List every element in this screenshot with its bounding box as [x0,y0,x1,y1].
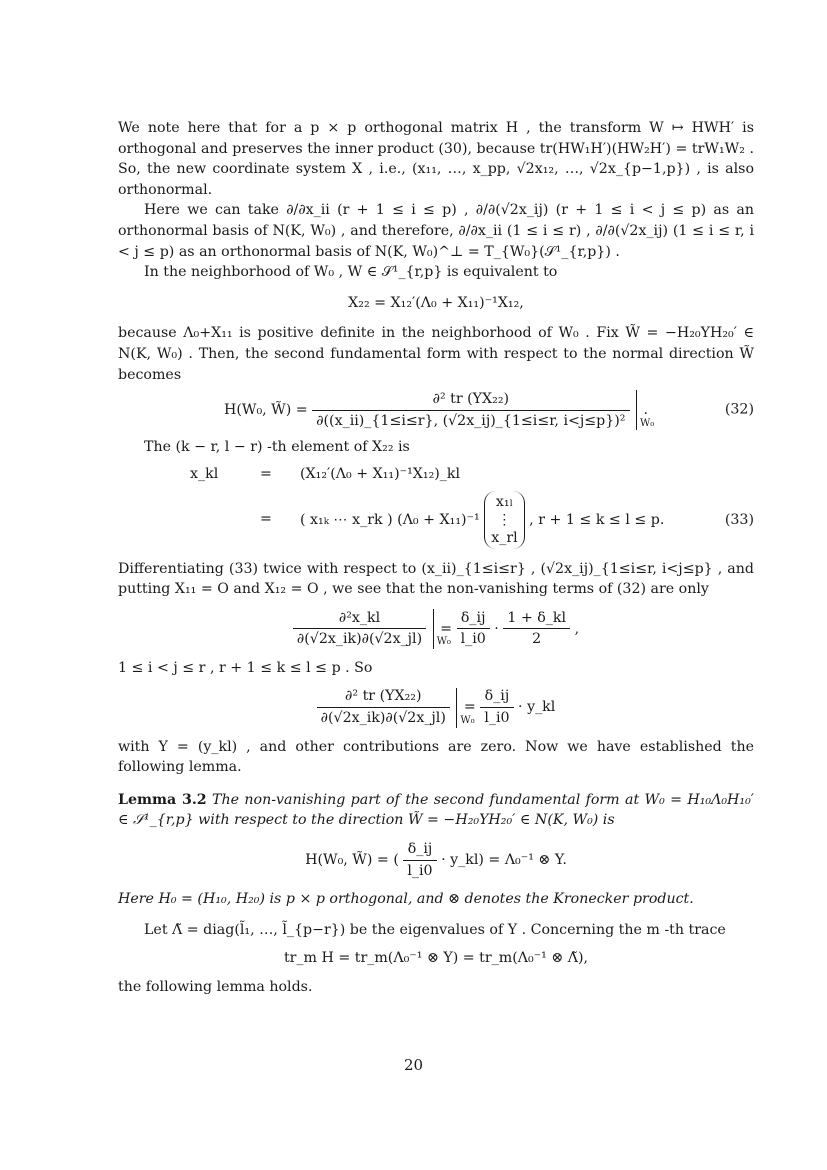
eq-lemma-fraction [403,839,436,881]
eq-d2x-half-den: 2 [532,631,542,648]
eq-lemma-lhs: H(W₀, W̃) = ( [305,852,399,869]
equation-mth-trace [118,948,754,969]
eq-d2x-eval-point: W₀ [436,636,451,648]
eq33-range: , r + 1 ≤ k ≤ l ≤ p. [529,511,665,528]
eq-d2tr-delta-den: l_i0 [484,710,510,727]
paragraph-contributions-zero: with Y = (y_kl) , and other contributions are zero. Now we have established the following lemma. [118,738,754,776]
eq-d2x-numerator: ∂²x_kl [293,608,426,630]
page-number: 20 [403,1056,424,1074]
equation-32 [118,389,754,431]
eq-d2x-delta-fraction [457,608,490,650]
eq33-rhs-line1: (X₁₂′(Λ₀ + X₁₁)⁻¹X₁₂)_kl [300,465,461,482]
equation-second-derivative-x [118,608,754,650]
eq33-equals-1: = [260,465,272,482]
eq32-numerator: ∂² tr (YX₂₂) [312,389,629,411]
eq-d2x-equals: = [440,620,453,637]
eq32-eval-point: W₀ [640,417,655,429]
equation-number-32: (32) [724,401,754,418]
eq33-row-vector: ( x₁ₖ ⋯ x_rk ) [300,511,393,528]
eq-d2x-half-num: 1 + δ_kl [503,608,570,630]
equation-lemma-form [118,839,754,881]
lemma-title: Lemma 3.2 [118,791,207,808]
eq-d2x-tail: , [574,620,580,637]
eq-d2x-evaluation-bar [433,609,451,649]
paragraph-following-lemma: the following lemma holds. [118,979,313,995]
eq-d2tr-numerator: ∂² tr (YX₂₂) [317,686,450,708]
paragraph-orthogonal-transform: We note here that for a p × p orthogonal matrix H , the transform W ↦ HWH′ is orthogonal and preserves the inner product (30), because tr(HW₁H′)(HW₂H′) = trW₁W₂ . So, the new coordinate system X , i.e., (x₁₁, …, x_pp, √2x₁₂, …, √2x_{p−1,p}) , is also orthonormal. [118,120,754,198]
paragraph-neighborhood: In the neighborhood of W₀ , W ∈ 𝒮¹_{r,p} is equivalent to [144,264,558,281]
paragraph-kronecker: Here H₀ = (H₁₀, H₂₀) is p × p orthogonal, and ⊗ denotes the Kronecker product. [118,891,694,908]
paragraph-orthonormal-basis: Here we can take ∂/∂x_ii (r + 1 ≤ i ≤ p) , ∂/∂(√2x_ij) (r + 1 ≤ i < j ≤ p) as an orthonormal basis of N(K, W₀) , and therefore, ∂/∂x_ii (1 ≤ i ≤ r) , ∂/∂(√2x_ij) (1 ≤ i ≤ r, i < j ≤ p) as an orthonormal basis of N(K, W₀)^⊥ = T_{W₀}(𝒮¹_{r,p}) . [118,202,754,260]
equation-number-33: (33) [724,511,754,528]
eq33-column-vector [484,491,524,549]
eq-d2tr-delta-num: δ_ij [480,686,513,708]
equation-x22-text: X₂₂ = X₁₂′(Λ₀ + X₁₁)⁻¹X₁₂, [348,294,524,311]
eq-d2tr-fraction [317,686,450,728]
eq-d2x-dot: · [494,620,499,637]
eq32-denominator: ∂((x_ii)_{1≤i≤r}, (√2x_ij)_{1≤i≤r, i<j≤p})² [316,412,626,429]
lemma-statement: The non-vanishing part of the second fundamental form at W₀ = H₁₀Λ₀H₁₀′ ∈ 𝒮¹_{r,p} with respect to the direction W̃ = −H₂₀YH₂₀′ ∈ N(K, W₀) is [118,791,755,829]
paragraph-element-of-x22: The (k − r, l − r) -th element of X₂₂ is [144,439,410,456]
eq-d2tr-equals: = [463,699,476,716]
eq-d2x-delta-num: δ_ij [457,608,490,630]
eq-d2tr-eval-point: W₀ [460,714,475,726]
equation-second-derivative-trace [118,686,754,728]
eq33-equals-2: = [260,511,272,528]
lemma-3-2 [118,790,754,831]
eq-lemma-den: l_i0 [407,862,433,879]
equation-x22 [118,293,754,314]
eq33-lhs: x_kl [190,465,219,482]
eq-trace-text: tr_m H = tr_m(Λ₀⁻¹ ⊗ Y) = tr_m(Λ₀⁻¹ ⊗ Λ̃), [283,950,589,967]
eq32-tail: . [643,402,649,419]
eq33-col-bot: x_rl [491,529,518,546]
paragraph-differentiating: Differentiating (33) twice with respect to (x_ii)_{1≤i≤r} , (√2x_ij)_{1≤i≤r, i<j≤p} , and putting X₁₁ = O and X₁₂ = O , we see that the non-vanishing terms of (32) are only [118,560,754,598]
paragraph-positive-definite: because Λ₀+X₁₁ is positive definite in the neighborhood of W₀ . Fix W̃ = −H₂₀YH₂₀′ ∈ N(K, W₀) . Then, the second fundamental form with respect to the normal direction W̃ becomes [118,325,754,383]
eq33-rhs-line2 [300,491,754,549]
eq-d2x-half-fraction [503,608,570,650]
eq-d2x-fraction [293,608,426,650]
eq32-lhs: H(W₀, W̃) = [223,402,313,419]
eq33-col-top: x₁ₗ [495,493,514,510]
eq33-col-mid: ⋮ [497,511,512,528]
equation-33 [190,464,754,549]
eq-d2tr-delta-fraction [480,686,513,728]
eq32-fraction [312,389,629,431]
paper-page [118,118,754,998]
eq-d2tr-tail: · y_kl [518,699,556,716]
paragraph-eigenvalues: Let Λ̃ = diag(l̃₁, …, l̃_{p−r}) be the eigenvalues of Y . Concerning the m -th trace [144,921,726,938]
eq-d2tr-denominator: ∂(√2x_ik)∂(√2x_jl) [320,710,446,727]
eq-lemma-rhs: · y_kl) = Λ₀⁻¹ ⊗ Y. [441,852,567,869]
eq-d2x-denominator: ∂(√2x_ik)∂(√2x_jl) [296,631,423,648]
paragraph-index-ranges: 1 ≤ i < j ≤ r , r + 1 ≤ k ≤ l ≤ p . So [118,659,373,676]
equation-33-grid [190,464,754,549]
eq-d2x-delta-den: l_i0 [460,631,486,648]
eq32-evaluation-bar [636,390,655,430]
eq-lemma-num: δ_ij [403,839,436,861]
eq33-inverse: (Λ₀ + X₁₁)⁻¹ [397,511,480,528]
eq-d2tr-evaluation-bar [456,688,475,728]
